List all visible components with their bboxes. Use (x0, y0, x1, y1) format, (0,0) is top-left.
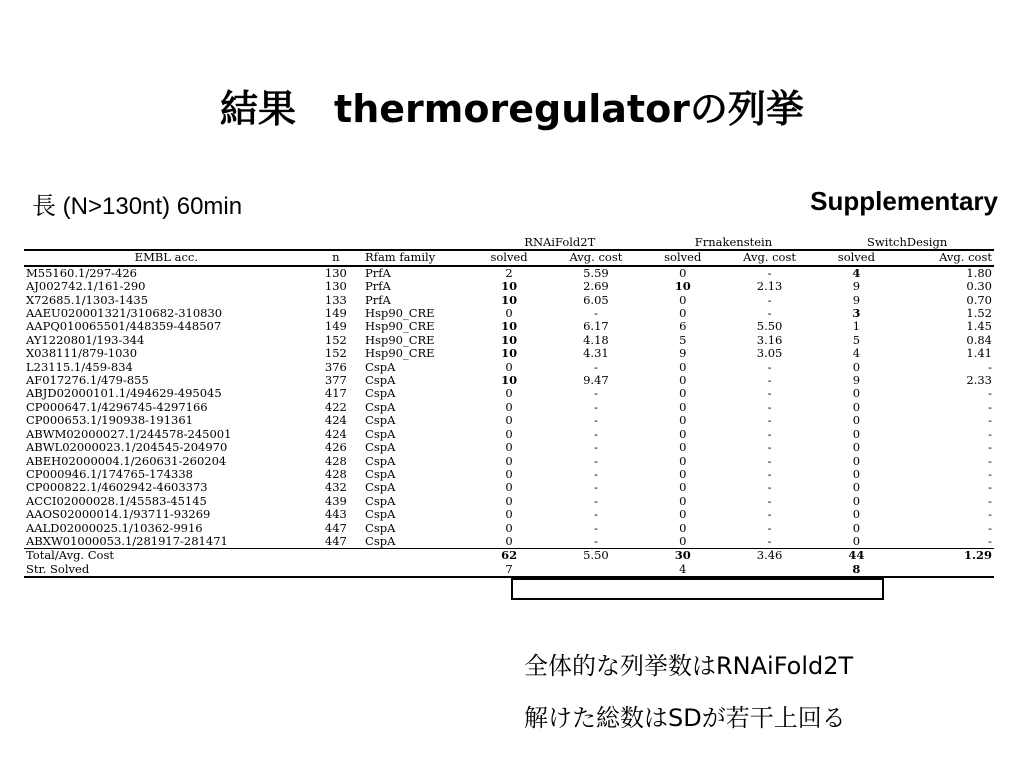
table-cell: 0 (679, 466, 687, 481)
table-cell: 0 (679, 480, 687, 495)
table-cell: 0 (679, 359, 687, 374)
table-cell: 1.41 (966, 346, 992, 361)
table-cell: CspA (365, 386, 396, 401)
table-cell: 377 (324, 373, 347, 388)
table-row (24, 428, 994, 441)
table-cell: 0 (679, 493, 687, 508)
slide-subtitle: 長 (N>130nt) 60min (32, 193, 243, 220)
table-cell: 9 (679, 346, 687, 361)
table-cell: AY1220801/193-344 (26, 332, 145, 347)
table-cell: - (767, 520, 772, 535)
table-cell: 3.46 (756, 548, 783, 563)
table-cell: 0 (473, 535, 545, 549)
table-cell: 0 (679, 386, 687, 401)
table-cell: CspA (365, 440, 396, 455)
table-row (24, 535, 994, 549)
table-cell: - (988, 493, 992, 508)
column-header: EMBL acc. (24, 250, 309, 265)
table-row (24, 334, 994, 347)
table-cell: 1.45 (966, 319, 992, 334)
table-row (24, 320, 994, 333)
table-cell: Str. Solved (24, 563, 309, 577)
table-cell: - (988, 520, 992, 535)
table-cell: - (988, 359, 992, 374)
table-cell: Hsp90_CRE (365, 306, 435, 321)
table-cell: Hsp90_CRE (365, 332, 435, 347)
table-cell: - (988, 466, 992, 481)
table-cell: - (593, 493, 598, 508)
table-cell: 0 (679, 440, 687, 455)
table-cell: 6 (679, 319, 687, 334)
table-cell: Hsp90_CRE (365, 319, 435, 334)
table-cell: 428 (324, 453, 347, 468)
table-cell: 5 (679, 332, 687, 347)
column-header: Avg. cost (719, 250, 820, 265)
table-cell: CspA (363, 535, 473, 549)
table-cell: 428 (324, 466, 347, 481)
results-table (24, 236, 994, 578)
table-cell: - (593, 386, 598, 401)
table-cell: 0 (679, 507, 687, 522)
table-cell: 0 (679, 413, 687, 428)
table-cell: 4 (852, 265, 861, 280)
table-cell: - (767, 480, 772, 495)
table-cell: 2.13 (756, 279, 783, 294)
table-cell: 0 (505, 399, 513, 414)
table-row (24, 294, 994, 307)
table-row (24, 361, 994, 374)
table-cell: 9 (852, 279, 861, 294)
table-cell: CspA (365, 373, 396, 388)
table-cell: - (767, 413, 772, 428)
table-row (24, 414, 994, 427)
table-row (24, 455, 994, 468)
table-cell: 149 (324, 319, 347, 334)
table-cell: Hsp90_CRE (365, 346, 435, 361)
table-cell: - (988, 426, 992, 441)
table-cell: CspA (365, 413, 396, 428)
table-cell: 0.84 (966, 332, 992, 347)
table-cell: 133 (324, 292, 347, 307)
table-cell: - (767, 453, 772, 468)
table-row (24, 387, 994, 400)
solved-highlight-box (511, 578, 884, 600)
table-cell: 0 (852, 359, 861, 374)
table-cell: PrfA (365, 279, 391, 294)
group-header-switchdesign: SwitchDesign (820, 236, 994, 250)
table-cell: 0.70 (966, 292, 992, 307)
table-cell: X72685.1/1303-1435 (26, 292, 149, 307)
table-cell: CspA (365, 480, 396, 495)
group-header-frnakenstein: Frnakenstein (647, 236, 821, 250)
results-table-container (24, 236, 994, 578)
table-cell: - (988, 399, 992, 414)
table-cell: ABWL02000023.1/204545-204970 (26, 440, 228, 455)
table-cell: CspA (365, 507, 396, 522)
table-cell: 0 (679, 306, 687, 321)
note-line-2: 解けた総数はSDが若干上回る (524, 704, 846, 732)
table-cell: 0 (505, 386, 513, 401)
table-cell: 447 (324, 520, 347, 535)
table-cell: 5.59 (583, 265, 609, 280)
table-cell: 439 (324, 493, 347, 508)
table-cell: 3.05 (756, 346, 783, 361)
table-cell: 1.52 (966, 306, 992, 321)
table-row (24, 481, 994, 494)
table-cell: - (767, 466, 772, 481)
table-cell: 426 (324, 440, 347, 455)
table-cell: 5.50 (756, 319, 783, 334)
table-cell (309, 549, 363, 563)
table-cell: 0 (852, 413, 861, 428)
table-cell: - (767, 265, 772, 280)
table-cell: 3 (852, 306, 861, 321)
table-cell: - (767, 292, 772, 307)
table-cell: 2.69 (583, 279, 609, 294)
table-cell: 1.29 (963, 548, 992, 563)
table-cell (363, 563, 473, 577)
table-cell: - (593, 480, 598, 495)
table-cell: 10 (674, 279, 691, 294)
table-cell (309, 563, 363, 577)
table-cell: 4.31 (583, 346, 609, 361)
table-cell: 10 (501, 332, 518, 347)
table-cell: - (988, 507, 992, 522)
table-cell: 376 (324, 359, 347, 374)
table-cell: CP000653.1/190938-191361 (26, 413, 193, 428)
table-cell: ABWM02000027.1/244578-245001 (26, 426, 232, 441)
table-cell: - (593, 440, 598, 455)
table-row (24, 280, 994, 293)
table-cell: - (593, 453, 598, 468)
column-header: solved (473, 250, 545, 265)
table-cell: 0 (852, 520, 861, 535)
table-cell: 443 (324, 507, 347, 522)
group-header-row (24, 236, 994, 250)
table-cell: AAOS02000014.1/93711-93269 (26, 507, 211, 522)
table-row (24, 401, 994, 414)
table-cell: AJ002742.1/161-290 (26, 279, 146, 294)
table-cell: 0 (679, 520, 687, 535)
table-cell: - (988, 440, 992, 455)
table-cell: 2.33 (966, 373, 992, 388)
table-row (24, 508, 994, 521)
table-cell: - (988, 480, 992, 495)
table-cell (719, 563, 820, 577)
table-cell: 152 (324, 332, 347, 347)
table-cell: ABJD02000101.1/494629-495045 (26, 386, 222, 401)
table-row (24, 441, 994, 454)
table-cell: 5 (852, 332, 861, 347)
table-cell: - (988, 453, 992, 468)
table-cell: 62 (501, 548, 518, 563)
table-cell: 4 (647, 563, 719, 577)
table-cell: 130 (324, 265, 347, 280)
table-cell: 417 (324, 386, 347, 401)
table-cell: - (593, 426, 598, 441)
table-cell: 0 (505, 480, 513, 495)
table-cell: 0 (505, 359, 513, 374)
column-header: Avg. cost (545, 250, 646, 265)
table-cell: 9.47 (583, 373, 609, 388)
table-cell (545, 563, 646, 577)
table-cell: 0 (820, 535, 892, 549)
table-cell: - (545, 535, 646, 549)
table-cell (893, 563, 995, 577)
column-header: solved (820, 250, 892, 265)
column-header: Rfam family (363, 250, 473, 265)
column-header: solved (647, 250, 719, 265)
table-cell: 10 (501, 292, 518, 307)
table-cell: - (988, 386, 992, 401)
table-cell: 6.17 (583, 319, 609, 334)
table-cell: 0 (679, 265, 687, 280)
table-cell: 0 (505, 426, 513, 441)
supplementary-label: Supplementary (810, 186, 998, 216)
table-cell: 0 (852, 493, 861, 508)
table-cell: AF017276.1/479-855 (26, 373, 149, 388)
table-cell: 0 (852, 426, 861, 441)
table-cell: - (593, 399, 598, 414)
table-cell: L23115.1/459-834 (26, 359, 133, 374)
table-cell: 9 (852, 292, 861, 307)
column-header: n (309, 250, 363, 265)
table-cell: - (893, 535, 995, 549)
table-cell: 0 (852, 480, 861, 495)
table-cell: 0 (852, 453, 861, 468)
table-cell: CspA (365, 359, 396, 374)
table-cell: - (593, 466, 598, 481)
table-cell: 0 (679, 453, 687, 468)
table-cell: 424 (324, 413, 347, 428)
table-cell: CspA (365, 520, 396, 535)
table-cell: 0 (505, 413, 513, 428)
table-cell: 10 (501, 346, 518, 361)
note-line-1: 全体的な列挙数はRNAiFold2T (524, 652, 854, 680)
table-cell: - (767, 507, 772, 522)
table-cell: - (767, 386, 772, 401)
table-cell: 44 (848, 548, 865, 563)
table-cell: 0 (852, 507, 861, 522)
table-cell: 447 (309, 535, 363, 549)
table-cell: CspA (365, 453, 396, 468)
table-cell: 0 (505, 520, 513, 535)
table-cell: 10 (501, 279, 518, 294)
table-cell: 432 (324, 480, 347, 495)
table-cell: Total/Avg. Cost (26, 548, 114, 563)
table-cell: - (988, 413, 992, 428)
table-cell: 30 (674, 548, 691, 563)
table-cell: - (593, 413, 598, 428)
table-cell: 8 (820, 563, 892, 577)
table-cell: CspA (365, 399, 396, 414)
table-cell: 0 (679, 373, 687, 388)
solved-row (24, 563, 994, 577)
table-cell: 0 (852, 440, 861, 455)
table-cell: 6.05 (583, 292, 609, 307)
table-cell: 0 (647, 535, 719, 549)
table-cell: - (593, 306, 598, 321)
table-cell: 0 (679, 399, 687, 414)
table-cell: ACCI02000028.1/45583-45145 (26, 493, 207, 508)
table-cell: 4.18 (583, 332, 609, 347)
table-cell: 424 (324, 426, 347, 441)
table-cell: - (767, 426, 772, 441)
table-cell: 0 (505, 507, 513, 522)
table-cell: 0 (505, 453, 513, 468)
table-cell: 130 (324, 279, 347, 294)
table-cell: 10 (501, 319, 518, 334)
table-cell: - (593, 520, 598, 535)
table-cell: 0.30 (966, 279, 992, 294)
table-cell: 1 (852, 319, 861, 334)
table-cell: - (767, 359, 772, 374)
table-cell: 0 (505, 440, 513, 455)
table-cell: - (767, 306, 772, 321)
table-cell: - (593, 359, 598, 374)
table-row (24, 347, 994, 360)
table-cell: AAPQ010065501/448359-448507 (26, 319, 222, 334)
table-cell: 2 (505, 265, 513, 280)
table-cell: ABXW01000053.1/281917-281471 (24, 535, 309, 549)
table-cell: 0 (852, 466, 861, 481)
table-cell: - (719, 535, 820, 549)
table-cell: 5.50 (583, 548, 609, 563)
table-cell: AALD02000025.1/10362-9916 (26, 520, 203, 535)
slide-title: 結果 thermoregulatorの列挙 (220, 87, 804, 131)
column-header: Avg. cost (893, 250, 995, 265)
table-cell: M55160.1/297-426 (26, 265, 137, 280)
table-cell: - (767, 399, 772, 414)
table-row (24, 468, 994, 481)
table-cell: 0 (505, 493, 513, 508)
table-cell: CP000946.1/174765-174338 (26, 466, 193, 481)
table-cell: CspA (365, 426, 396, 441)
table-cell: 0 (679, 292, 687, 307)
table-cell: 0 (852, 386, 861, 401)
table-row (24, 266, 994, 280)
group-header-rnaifold2t: RNAiFold2T (473, 236, 647, 250)
table-cell: ABEH02000004.1/260631-260204 (26, 453, 227, 468)
table-cell: X038111/879-1030 (26, 346, 138, 361)
table-cell: - (767, 373, 772, 388)
table-cell: 422 (324, 399, 347, 414)
table-cell: 0 (505, 306, 513, 321)
table-row (24, 374, 994, 387)
table-cell: 7 (473, 563, 545, 577)
table-cell: CP000647.1/4296745-4297166 (26, 399, 208, 414)
table-cell: 9 (852, 373, 861, 388)
total-row (24, 549, 994, 563)
table-cell: - (593, 507, 598, 522)
table-cell (363, 549, 473, 563)
table-cell: 10 (501, 373, 518, 388)
table-cell: CP000822.1/4602942-4603373 (26, 480, 208, 495)
table-row (24, 307, 994, 320)
table-cell: 149 (324, 306, 347, 321)
table-cell: CspA (365, 493, 396, 508)
table-cell: PrfA (365, 265, 391, 280)
table-cell: 0 (505, 466, 513, 481)
table-cell: - (767, 493, 772, 508)
table-cell: - (767, 440, 772, 455)
table-body (24, 266, 994, 577)
table-cell: 3.16 (756, 332, 783, 347)
column-header-row (24, 250, 994, 265)
table-cell: PrfA (365, 292, 391, 307)
table-row (24, 495, 994, 508)
table-cell: AAEU020001321/310682-310830 (26, 306, 223, 321)
table-cell: 1.80 (966, 265, 992, 280)
table-cell: 0 (679, 426, 687, 441)
table-row (24, 522, 994, 535)
table-cell: 152 (324, 346, 347, 361)
table-cell: CspA (365, 466, 396, 481)
table-cell: 0 (852, 399, 861, 414)
table-cell: 4 (852, 346, 861, 361)
